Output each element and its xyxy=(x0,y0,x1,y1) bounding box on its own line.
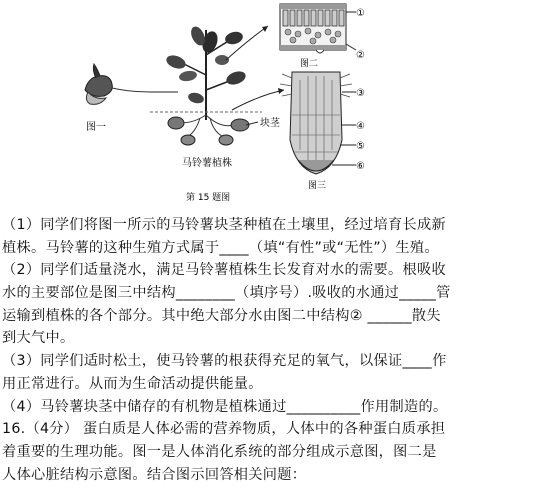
fig3-label: 图三 xyxy=(308,181,327,191)
question-line: （2）同学们适量浇水，满足马铃薯植株生长发育对水的需要。根吸收 xyxy=(2,262,446,279)
root-tip-illustration xyxy=(280,72,356,174)
question-line: （3）同学们适时松土，使马铃薯的根获得充足的氧气，以保证____作 xyxy=(2,353,447,370)
figure-15-illustration xyxy=(0,0,534,210)
question-line: 到大气中。 xyxy=(2,330,75,347)
question-line: （4）马铃薯块茎中储存的有机物是植株通过__________作用制造的。 xyxy=(2,398,448,415)
fig2-marker-1: ① xyxy=(356,8,365,19)
fig3-marker-4: ④ xyxy=(356,121,365,132)
fig2-marker-2: ② xyxy=(356,50,365,61)
tuber-sprout-illustration xyxy=(85,64,150,104)
question-line: 植株。马铃薯的这种生殖方式属于____（填“有性”或“无性”）生殖。 xyxy=(2,239,439,256)
figure-15 xyxy=(0,0,534,210)
plant-caption: 马铃薯植株 xyxy=(182,158,232,169)
stem-tuber-label: 块茎 xyxy=(260,118,280,129)
fig3-marker-6: ⑥ xyxy=(356,161,365,172)
question-line: 用正常进行。从而为生命活动提供能量。 xyxy=(2,375,263,392)
question-line: 水的主要部位是图三中结构________（填序号）.吸收的水通过_____管 xyxy=(2,285,451,302)
question-line: （1）同学们将图一所示的马铃薯块茎种植在土壤里，经过培育长成新 xyxy=(2,217,446,233)
fig3-marker-3: ③ xyxy=(356,88,365,99)
question-line: 16.（4分） 蛋白质是人体必需的营养物质，人体中的各种蛋白质承担 xyxy=(2,421,446,438)
potato-plant-illustration xyxy=(150,24,262,145)
figure-caption: 第 15 题图 xyxy=(186,193,231,203)
fig3-marker-5: ⑤ xyxy=(356,141,365,152)
question-line: 着重要的生理功能。图一是人体消化系统的部分组成示意图，图二是 xyxy=(2,443,437,460)
question-line: 运输到植株的各个部分。其中绝大部分水由图二中结构② ______散失 xyxy=(2,307,441,324)
fig2-label: 图二 xyxy=(300,59,319,69)
question-text xyxy=(2,214,532,486)
fig1-label: 图一 xyxy=(86,122,106,133)
question-line: 人体心脏结构示意图。结合图示回答相关问题： xyxy=(2,466,307,483)
leaf-cross-section-illustration xyxy=(280,4,356,53)
